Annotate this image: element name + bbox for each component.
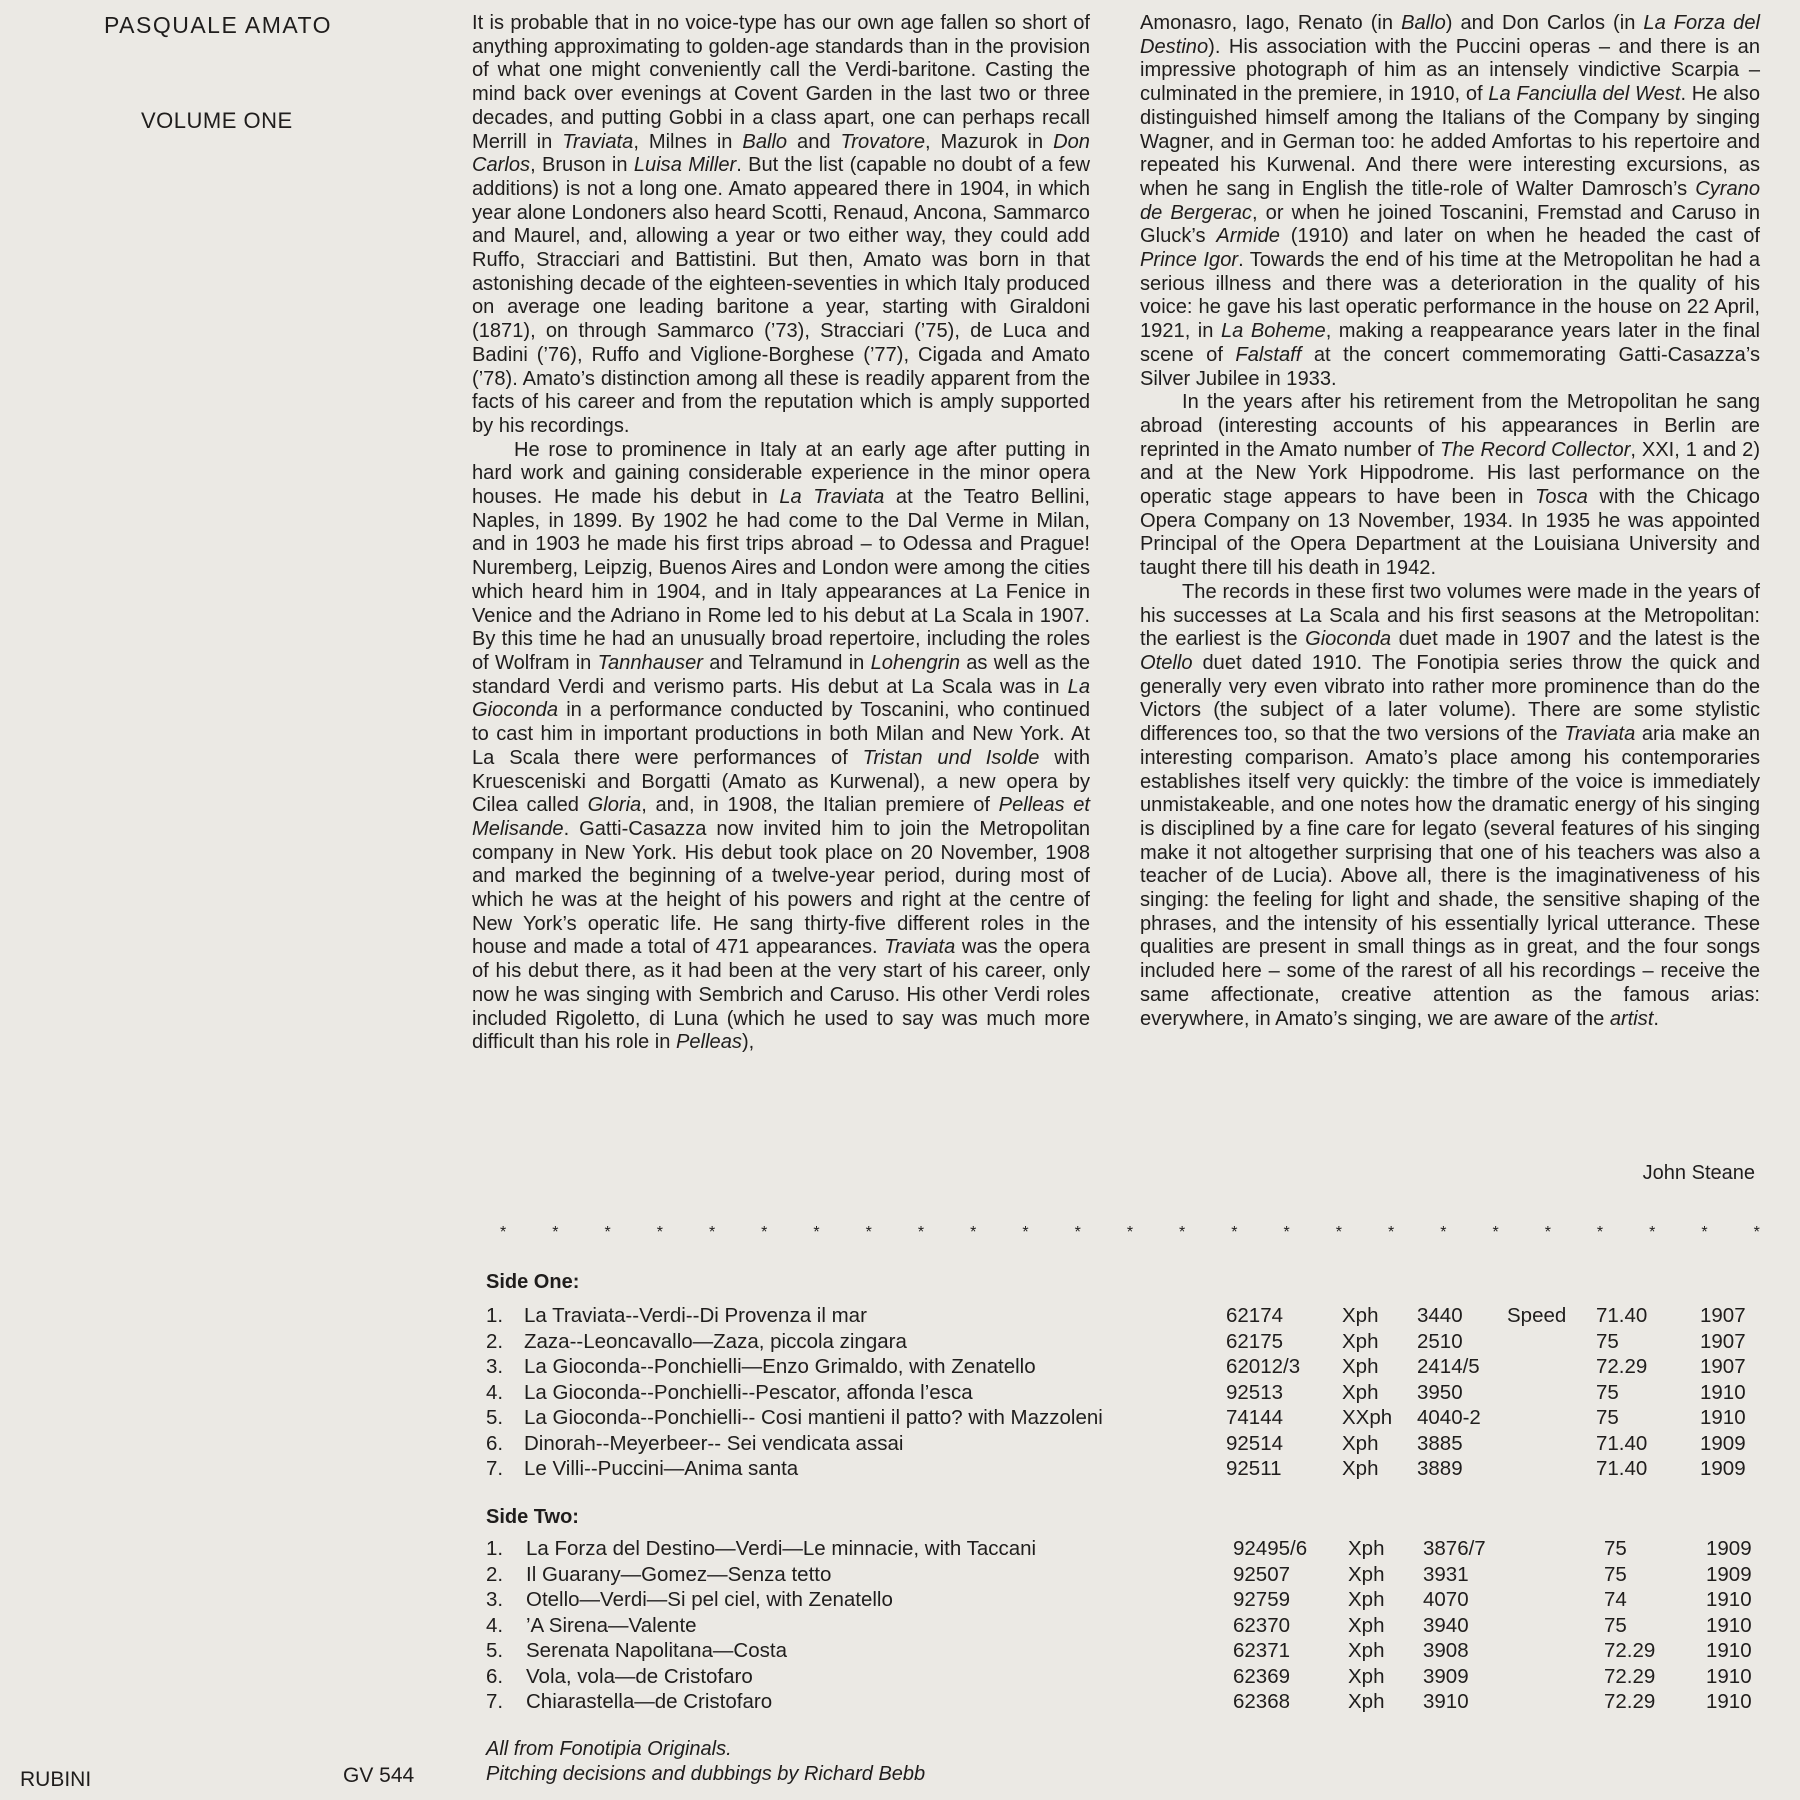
track-number: 4. xyxy=(486,1380,504,1404)
track-year: 1907 xyxy=(1700,1355,1746,1378)
track-label: Xph xyxy=(1342,1304,1379,1327)
side-two-title: Side Two: xyxy=(486,1506,579,1528)
track-label: Xph xyxy=(1342,1431,1379,1455)
divider-star: * xyxy=(1492,1224,1499,1241)
track-number: 2. xyxy=(486,1329,504,1353)
track-speed: 72.29 xyxy=(1604,1639,1656,1662)
divider-star: * xyxy=(1649,1224,1656,1241)
divider-star: * xyxy=(1387,1224,1395,1241)
track-title: Otello—Verdi—Si pel ciel, with Zenatello xyxy=(526,1588,893,1611)
track-matrix: 62369 xyxy=(1233,1664,1291,1688)
speed-label: Speed xyxy=(1507,1304,1567,1327)
track-title: ’A Sirena—Valente xyxy=(526,1613,697,1637)
track-year: 1909 xyxy=(1700,1431,1746,1455)
star-divider xyxy=(500,1224,1760,1242)
track-title: La Forza del Destino—Verdi—Le minnacie, with Taccani xyxy=(526,1537,1037,1560)
track-catalog: 3950 xyxy=(1417,1380,1463,1404)
track-row xyxy=(0,1563,1800,1589)
catalog-number: GV 544 xyxy=(343,1764,415,1787)
track-year: 1907 xyxy=(1700,1329,1746,1353)
record-label: RUBINI xyxy=(20,1768,92,1791)
track-year: 1909 xyxy=(1706,1562,1752,1586)
track-speed: 75 xyxy=(1604,1537,1627,1560)
divider-star: * xyxy=(656,1224,663,1241)
track-year: 1910 xyxy=(1706,1613,1752,1637)
track-title: Le Villi--Puccini—Anima santa xyxy=(524,1457,799,1480)
divider-star: * xyxy=(604,1224,611,1241)
track-number: 1. xyxy=(486,1304,504,1327)
track-matrix: 62368 xyxy=(1233,1690,1291,1713)
notes-paragraph: Amonasro, Iago, Renato (in Ballo) and Don Carlos (in La Forza del Destino). His association with the Puccini operas – and there is an impressive photograph of him as an intensely vindictive Scarpia – culminated in the premiere, in 1910, of La Fanciulla del West. He also distinguished himself among the Italians of the Company by singing Wagner, and in German too: he added Amfortas to his repertoire and repeated his Kurwenal. And there were interesting excursions, as when he sang in English the title-role of Walter Damrosch’s Cyrano de Bergerac, or when he joined Toscanini, Fremstad and Caruso in Gluck’s Armide (1910) and later on when he headed the cast of Prince Igor. Towards the end of his time at the Metropolitan he had a serious illness and there was a deterioration in the quality of his voice: he gave his last operatic performance in the house on 22 April, 1921, in La Boheme, making a reappearance years later in the final scene of Falstaff at the concert commemorating Gatti-Casazza’s Silver Jubilee in 1933. xyxy=(1140,12,1761,390)
track-row xyxy=(0,1665,1800,1691)
track-speed: 74 xyxy=(1604,1588,1627,1611)
notes-paragraph: In the years after his retirement from the Metropolitan he sang abroad (interesting accounts of his appearances in Berlin are reprinted in the Amato number of The Record Collector, XXI, 1 and 2) and at the New York Hippodrome. His last performance on the operatic stage appears to have been in Tosca with the Chicago Opera Company on 13 November, 1934. In 1935 he was appointed Principal of the Opera Department at the Louisiana University and taught there till his death in 1942. xyxy=(1140,391,1761,580)
divider-star: * xyxy=(917,1224,925,1241)
credits-line-2: Pitching decisions and dubbings by Richard Bebb xyxy=(486,1763,926,1785)
track-matrix: 92513 xyxy=(1226,1380,1284,1404)
track-number: 4. xyxy=(486,1613,504,1637)
track-title: Il Guarany—Gomez—Senza tetto xyxy=(526,1562,832,1586)
track-row xyxy=(0,1304,1800,1330)
divider-star: * xyxy=(813,1224,820,1241)
track-title: La Gioconda--Ponchielli--Pescator, affonda l’esca xyxy=(524,1380,973,1404)
track-matrix: 92514 xyxy=(1226,1431,1284,1455)
divider-star: * xyxy=(1179,1224,1186,1241)
track-title: Zaza--Leoncavallo—Zaza, piccola zingara xyxy=(524,1329,907,1353)
track-label: Xph xyxy=(1348,1613,1385,1637)
track-matrix: 92511 xyxy=(1226,1457,1282,1480)
track-speed: 71.40 xyxy=(1596,1431,1648,1455)
divider-star: * xyxy=(1596,1224,1604,1241)
track-speed: 71.40 xyxy=(1596,1457,1648,1480)
track-catalog: 4040-2 xyxy=(1417,1406,1481,1429)
track-label: Xph xyxy=(1348,1639,1385,1662)
track-title: La Gioconda--Ponchielli-- Cosi mantieni il patto? with Mazzoleni xyxy=(524,1406,1103,1429)
track-number: 5. xyxy=(486,1639,504,1662)
track-number: 6. xyxy=(486,1431,504,1455)
author-signature: John Steane xyxy=(1642,1162,1755,1184)
track-year: 1910 xyxy=(1700,1380,1746,1404)
track-catalog: 3909 xyxy=(1423,1664,1469,1688)
notes-column-2 xyxy=(1140,12,1760,1031)
track-year: 1907 xyxy=(1700,1304,1746,1327)
track-catalog: 3876/7 xyxy=(1423,1537,1486,1560)
track-label: Xph xyxy=(1342,1355,1379,1378)
track-row xyxy=(0,1381,1800,1407)
side-one-title: Side One: xyxy=(486,1271,580,1293)
track-row xyxy=(0,1588,1800,1614)
divider-star: * xyxy=(552,1224,559,1241)
track-matrix: 92495/6 xyxy=(1233,1537,1308,1560)
track-number: 7. xyxy=(486,1457,504,1480)
track-number: 1. xyxy=(486,1537,504,1560)
track-label: Xph xyxy=(1348,1690,1385,1713)
track-catalog: 3889 xyxy=(1417,1457,1463,1480)
divider-star: * xyxy=(761,1224,768,1241)
track-row xyxy=(0,1355,1800,1381)
notes-paragraph: It is probable that in no voice-type has our own age fallen so short of anything approximating to golden-age standards than in the provision of what one might conveniently call the Verdi-baritone. Casting the mind back over evenings at Covent Garden in the last two or three decades, and putting Gobbi in a class apart, one can perhaps recall Merrill in Traviata, Milnes in Ballo and Trovatore, Mazurok in Don Carlos, Bruson in Luisa Miller. But the list (capable no doubt of a few additions) is not a long one. Amato appeared there in 1904, in which year alone Londoners also heard Scotti, Renaud, Ancona, Sammarco and Maurel, and, allowing a year or two either way, they could add Ruffo, Stracciari and Battistini. But then, Amato was born in that astonishing decade of the eighteen-seventies in which Italy produced on average one leading baritone a year, starting with Giraldoni (1871), on through Sammarco (’73), Stracciari (’75), de Luca and Badini (’76), Ruffo and Viglione-Borghese (’77), Cigada and Amato (’78). Amato’s distinction among all these is readily apparent from the facts of his career and from the reputation which is amply supported by his recordings. xyxy=(472,12,1090,437)
divider-star: * xyxy=(1283,1224,1290,1241)
track-catalog: 3908 xyxy=(1423,1639,1469,1662)
track-number: 3. xyxy=(486,1588,504,1611)
track-label: Xph xyxy=(1342,1380,1379,1404)
artist-name: PASQUALE AMATO xyxy=(104,12,333,38)
track-row xyxy=(0,1330,1800,1356)
track-speed: 75 xyxy=(1596,1380,1619,1404)
track-row xyxy=(0,1457,1800,1483)
track-label: XXph xyxy=(1342,1406,1393,1429)
track-row xyxy=(0,1614,1800,1640)
track-speed: 75 xyxy=(1596,1329,1619,1353)
track-title: La Gioconda--Ponchielli—Enzo Grimaldo, with Zenatello xyxy=(524,1355,1036,1378)
track-title: Dinorah--Meyerbeer-- Sei vendicata assai xyxy=(524,1431,904,1455)
track-title: Vola, vola—de Cristofaro xyxy=(526,1664,753,1688)
divider-star: * xyxy=(1701,1224,1708,1241)
track-matrix: 62371 xyxy=(1233,1639,1291,1662)
track-number: 7. xyxy=(486,1690,504,1713)
track-row xyxy=(0,1690,1800,1716)
track-label: Xph xyxy=(1348,1664,1385,1688)
track-label: Xph xyxy=(1348,1562,1385,1586)
volume-title: VOLUME ONE xyxy=(141,108,293,133)
divider-star: * xyxy=(1440,1224,1447,1241)
divider-star: * xyxy=(1335,1224,1342,1241)
track-speed: 75 xyxy=(1604,1613,1627,1637)
track-title: Serenata Napolitana—Costa xyxy=(526,1639,787,1662)
track-catalog: 3931 xyxy=(1423,1562,1469,1586)
track-number: 5. xyxy=(486,1406,504,1429)
track-matrix: 62175 xyxy=(1226,1329,1284,1353)
divider-star: * xyxy=(500,1224,507,1241)
track-row xyxy=(0,1537,1800,1563)
credits-line-1: All from Fonotipia Originals. xyxy=(486,1738,732,1760)
divider-star: * xyxy=(708,1224,716,1241)
notes-paragraph: He rose to prominence in Italy at an early age after putting in hard work and gaining considerable experience in the minor opera houses. He made his debut in La Traviata at the Teatro Bellini, Naples, in 1899. By 1902 he had come to the Dal Verme in Milan, and in 1903 he made his first trips abroad – to Odessa and Prague! Nuremberg, Leipzig, Buenos Aires and London were among the cities which heard him in 1904, and in Italy appearances at La Fenice in Venice and the Adriano in Rome led to his debut at La Scala in 1907. By this time he had an unusually broad repertoire, including the roles of Wolfram in Tannhauser and Telramund in Lohengrin as well as the standard Verdi and verismo parts. His debut at La Scala was in La Gioconda in a performance conducted by Toscanini, who continued to cast him in important productions in both Milan and New York. At La Scala there were performances of Tristan und Isolde with Kruesceniski and Borgatti (Amato as Kurwenal), a new opera by Cilea called Gloria, and, in 1908, the Italian premiere of Pelleas et Melisande. Gatti-Casazza now invited him to join the Metropolitan company in New York. His debut took place on 20 November, 1908 and marked the beginning of a twelve-year period, during most of which he was at the height of his powers and right at the centre of New York’s operatic life. He sang thirty-five different roles in the house and made a total of 471 appearances. Traviata was the opera of his debut there, as it had been at the very start of his career, only now he was singing with Sembrich and Caruso. His other Verdi roles included Rigoletto, di Luna (which he used to say was much more difficult than his role in Pelleas), xyxy=(472,438,1090,1054)
track-matrix: 62012/3 xyxy=(1226,1355,1301,1378)
track-label: Xph xyxy=(1348,1588,1385,1611)
track-matrix: 62370 xyxy=(1233,1613,1291,1637)
track-speed: 72.29 xyxy=(1596,1355,1648,1378)
track-speed: 71.40 xyxy=(1596,1304,1648,1327)
track-label: Xph xyxy=(1342,1457,1379,1480)
track-title: Chiarastella—de Cristofaro xyxy=(526,1690,773,1713)
track-row xyxy=(0,1639,1800,1665)
track-number: 2. xyxy=(486,1562,504,1586)
track-year: 1910 xyxy=(1706,1639,1752,1662)
track-catalog: 3440 xyxy=(1417,1304,1463,1327)
track-title: La Traviata--Verdi--Di Provenza il mar xyxy=(524,1304,867,1327)
track-catalog: 3940 xyxy=(1423,1613,1469,1637)
divider-star: * xyxy=(1074,1224,1081,1241)
track-year: 1910 xyxy=(1706,1664,1752,1688)
divider-star: * xyxy=(1753,1224,1760,1241)
track-year: 1910 xyxy=(1706,1690,1752,1713)
track-year: 1910 xyxy=(1700,1406,1746,1429)
track-catalog: 2414/5 xyxy=(1417,1355,1480,1378)
notes-paragraph: The records in these first two volumes were made in the years of his successes at La Scala and his first seasons at the Metropolitan: the earliest is the Gioconda duet made in 1907 and the latest is the Otello duet dated 1910. The Fonotipia series throw the quick and generally very even vibrato into rather more prominence than do the Victors (the subject of a later volume). There are some stylistic differences too, so that the two versions of the Traviata aria make an interesting comparison. Amato’s place among his contemporaries establishes itself very quickly: the timbre of the voice is immediately unmistakeable, and one notes how the dramatic energy of his singing is disciplined by a fine care for legato (several features of his singing make it not altogether surprising that one of his teachers was also a teacher of de Lucia). Above all, there is the imaginativeness of his singing: the feeling for light and shade, the sensitive shaping of the phrases, and the intensity of his essentially lyrical utterance. These qualities are present in small things as in great, and the four songs included here – some of the rarest of all his recordings – receive the same affectionate, creative attention as the famous arias: everywhere, in Amato’s singing, we are aware of the artist. xyxy=(1140,580,1761,1030)
track-catalog: 2510 xyxy=(1417,1329,1463,1353)
track-speed: 72.29 xyxy=(1604,1690,1656,1713)
divider-star: * xyxy=(1231,1224,1238,1241)
track-label: Xph xyxy=(1342,1329,1379,1353)
track-speed: 75 xyxy=(1604,1562,1627,1586)
notes-column-1 xyxy=(472,12,1090,1055)
track-catalog: 4070 xyxy=(1423,1588,1469,1611)
track-year: 1909 xyxy=(1706,1537,1752,1560)
track-year: 1910 xyxy=(1706,1588,1752,1611)
track-label: Xph xyxy=(1348,1537,1385,1560)
divider-star: * xyxy=(1544,1224,1551,1241)
track-row xyxy=(0,1406,1800,1432)
track-matrix: 92507 xyxy=(1233,1562,1291,1586)
divider-star: * xyxy=(970,1224,977,1241)
track-catalog: 3885 xyxy=(1417,1431,1463,1455)
track-number: 6. xyxy=(486,1664,504,1688)
track-catalog: 3910 xyxy=(1423,1690,1469,1713)
track-speed: 72.29 xyxy=(1604,1664,1656,1688)
track-speed: 75 xyxy=(1596,1406,1619,1429)
divider-star: * xyxy=(865,1224,872,1241)
track-row xyxy=(0,1432,1800,1458)
track-year: 1909 xyxy=(1700,1457,1746,1480)
track-matrix: 62174 xyxy=(1226,1304,1284,1327)
track-matrix: 74144 xyxy=(1226,1406,1284,1429)
track-number: 3. xyxy=(486,1355,504,1378)
track-matrix: 92759 xyxy=(1233,1588,1291,1611)
divider-star: * xyxy=(1022,1224,1029,1241)
divider-star: * xyxy=(1126,1224,1134,1241)
